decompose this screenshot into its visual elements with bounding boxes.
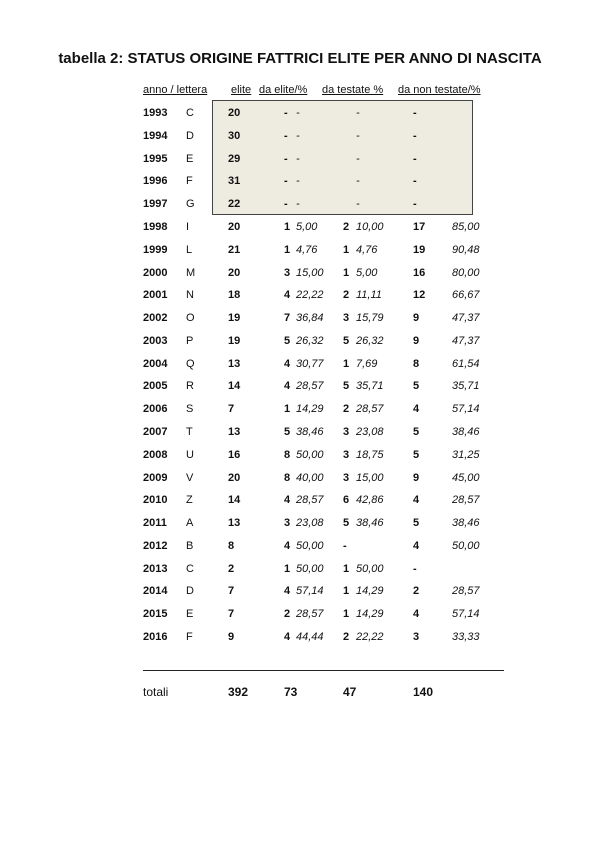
row-year: 1998	[143, 220, 168, 233]
row-da-elite-percent: 40,00	[296, 471, 324, 484]
totals-da-testate: 47	[343, 685, 357, 699]
row-da-testate-percent: 15,00	[356, 471, 384, 484]
row-year: 2003	[143, 334, 168, 347]
row-da-elite-count: 1	[284, 220, 291, 233]
row-letter: C	[186, 107, 194, 119]
row-da-testate-count: -	[343, 539, 347, 552]
row-letter: Q	[186, 357, 195, 370]
row-year: 1997	[143, 198, 168, 211]
row-da-elite-percent: 36,84	[296, 312, 324, 324]
row-da-elite-count: 1	[284, 562, 291, 575]
row-da-non-testate-percent: 50,00	[452, 539, 480, 552]
row-da-testate-count: 1	[343, 608, 350, 621]
row-da-testate-percent: 10,00	[356, 220, 384, 233]
row-da-non-testate-percent: 90,48	[452, 243, 480, 256]
row-da-testate-percent: 22,22	[356, 630, 384, 643]
row-da-elite-percent: -	[296, 152, 300, 165]
row-da-testate-count: 3	[343, 471, 350, 484]
row-da-non-testate-percent: 33,33	[452, 630, 480, 643]
row-da-testate-percent: 18,75	[356, 448, 384, 461]
row-elite: 30	[228, 129, 241, 142]
row-da-non-testate-count: 3	[413, 630, 420, 643]
row-da-non-testate-percent: 35,71	[452, 380, 480, 393]
row-da-testate-percent: 14,29	[356, 608, 384, 621]
row-elite: 2	[228, 562, 235, 575]
row-da-non-testate-percent: 38,46	[452, 517, 480, 529]
header-da-testate: da testate %	[322, 84, 384, 96]
row-year: 2002	[143, 312, 168, 324]
row-da-elite-count: 3	[284, 517, 291, 529]
row-year: 2011	[143, 517, 167, 529]
row-letter: P	[186, 334, 194, 347]
row-elite: 7	[228, 403, 235, 416]
row-elite: 20	[228, 107, 241, 119]
row-letter: D	[186, 129, 194, 142]
row-year: 2016	[143, 630, 168, 643]
row-da-non-testate-percent: 57,14	[452, 403, 480, 416]
row-year: 2015	[143, 608, 168, 621]
row-da-non-testate-count: 19	[413, 243, 426, 256]
row-year: 2014	[143, 585, 168, 598]
row-da-elite-percent: 15,00	[296, 266, 324, 279]
row-elite: 13	[228, 517, 241, 529]
row-elite: 16	[228, 448, 241, 461]
row-da-testate-count: 3	[343, 312, 350, 324]
row-letter: U	[186, 448, 194, 461]
row-da-non-testate-count: 5	[413, 380, 420, 393]
row-da-elite-count: -	[284, 175, 288, 188]
row-letter: E	[186, 608, 194, 621]
table-row	[0, 472, 600, 486]
row-da-testate-count: 2	[343, 220, 350, 233]
row-da-testate-count: 2	[343, 289, 350, 302]
row-da-non-testate-percent: 61,54	[452, 357, 480, 370]
row-elite: 7	[228, 608, 235, 621]
row-da-elite-count: 4	[284, 289, 291, 302]
row-elite: 7	[228, 585, 235, 598]
row-da-elite-percent: 5,00	[296, 220, 318, 233]
row-elite: 29	[228, 152, 241, 165]
row-da-testate-percent: 11,11	[356, 289, 382, 302]
title-main: STATUS ORIGINE FATTRICI ELITE PER ANNO DI NASCITA	[127, 50, 542, 67]
row-da-elite-count: 4	[284, 585, 291, 598]
row-da-elite-percent: 57,14	[296, 585, 324, 598]
row-da-testate-percent: 15,79	[356, 312, 384, 324]
row-da-elite-count: 5	[284, 425, 291, 438]
row-letter: N	[186, 289, 194, 302]
row-letter: O	[186, 312, 195, 324]
row-da-testate-percent: -	[356, 107, 360, 119]
row-da-elite-percent: 50,00	[296, 539, 324, 552]
row-da-testate-count: 2	[343, 630, 350, 643]
row-da-testate-percent: -	[356, 152, 360, 165]
row-letter: S	[186, 403, 194, 416]
row-da-testate-count: 3	[343, 448, 350, 461]
row-da-non-testate-count: -	[413, 175, 417, 188]
row-da-elite-percent: 14,29	[296, 403, 324, 416]
row-da-elite-percent: -	[296, 129, 300, 142]
table-row	[0, 130, 600, 144]
row-da-non-testate-count: -	[413, 198, 417, 211]
row-da-testate-count: 1	[343, 585, 350, 598]
row-year: 2004	[143, 357, 168, 370]
row-da-non-testate-count: 4	[413, 608, 420, 621]
row-da-elite-count: 5	[284, 334, 291, 347]
totals-divider	[143, 670, 504, 671]
row-da-elite-percent: 22,22	[296, 289, 324, 302]
table-row	[0, 358, 600, 372]
row-da-testate-percent: 14,29	[356, 585, 384, 598]
totals-elite: 392	[228, 685, 249, 699]
table-row	[0, 335, 600, 349]
row-da-elite-count: 8	[284, 448, 291, 461]
row-elite: 18	[228, 289, 241, 302]
row-da-testate-percent: 4,76	[356, 243, 378, 256]
row-da-elite-percent: -	[296, 175, 300, 188]
row-elite: 31	[228, 175, 241, 188]
row-year: 2006	[143, 403, 168, 416]
row-da-non-testate-count: 9	[413, 334, 420, 347]
row-da-elite-count: 4	[284, 357, 291, 370]
totals-label: totali	[143, 685, 169, 699]
table-row	[0, 631, 600, 645]
row-letter: V	[186, 471, 194, 484]
row-da-non-testate-count: 5	[413, 425, 420, 438]
row-da-testate-count: 1	[343, 266, 350, 279]
row-da-non-testate-percent: 66,67	[452, 289, 480, 302]
row-year: 1999	[143, 243, 168, 256]
row-letter: I	[186, 220, 190, 233]
row-da-testate-count: 5	[343, 380, 350, 393]
row-da-testate-percent: 42,86	[356, 494, 384, 507]
table-row	[0, 563, 600, 577]
row-da-elite-percent: -	[296, 198, 300, 211]
row-letter: L	[186, 243, 193, 256]
row-letter: F	[186, 630, 193, 643]
row-elite: 20	[228, 220, 241, 233]
row-da-elite-percent: 28,57	[296, 608, 324, 621]
row-da-non-testate-percent: 57,14	[452, 608, 480, 621]
table-row	[0, 449, 600, 463]
row-da-elite-percent: 23,08	[296, 517, 324, 529]
row-da-non-testate-count: 4	[413, 494, 420, 507]
row-da-elite-count: 8	[284, 471, 291, 484]
row-da-non-testate-count: 9	[413, 471, 420, 484]
row-letter: M	[186, 266, 196, 279]
row-da-testate-percent: 7,69	[356, 357, 378, 370]
row-da-elite-percent: 28,57	[296, 494, 324, 507]
row-da-non-testate-percent: 38,46	[452, 425, 480, 438]
row-da-non-testate-count: 9	[413, 312, 420, 324]
row-da-elite-count: -	[284, 152, 288, 165]
row-da-testate-percent: 23,08	[356, 425, 384, 438]
row-da-testate-percent: 28,57	[356, 403, 384, 416]
row-year: 1995	[143, 152, 168, 165]
row-da-non-testate-count: -	[413, 107, 417, 119]
row-da-elite-count: 7	[284, 312, 291, 324]
row-da-elite-count: 1	[284, 403, 291, 416]
row-da-testate-count: 5	[343, 334, 350, 347]
table-row	[0, 267, 600, 281]
row-da-non-testate-count: -	[413, 562, 417, 575]
row-da-elite-percent: 26,32	[296, 334, 324, 347]
row-year: 2008	[143, 448, 168, 461]
row-da-non-testate-count: 17	[413, 220, 426, 233]
row-elite: 20	[228, 471, 241, 484]
row-letter: A	[186, 517, 194, 529]
row-da-testate-count: 2	[343, 403, 350, 416]
table-row	[0, 608, 600, 622]
row-da-elite-count: -	[284, 198, 288, 211]
table-row	[0, 426, 600, 440]
row-elite: 9	[228, 630, 235, 643]
row-elite: 14	[228, 494, 241, 507]
row-year: 1994	[143, 129, 168, 142]
totals-da-non-testate: 140	[413, 685, 434, 699]
row-da-testate-percent: 38,46	[356, 517, 384, 529]
row-year: 2013	[143, 562, 168, 575]
table-row	[0, 107, 600, 121]
row-da-non-testate-count: 2	[413, 585, 420, 598]
row-da-non-testate-count: 8	[413, 357, 420, 370]
table-row	[0, 380, 600, 394]
header-anno-lettera: anno / lettera	[143, 84, 208, 96]
row-da-testate-count: 5	[343, 517, 350, 529]
row-da-non-testate-count: 12	[413, 289, 426, 302]
row-da-testate-percent: 5,00	[356, 266, 378, 279]
table-row	[0, 289, 600, 303]
row-elite: 20	[228, 266, 241, 279]
row-letter: G	[186, 198, 195, 211]
row-da-elite-count: 3	[284, 266, 291, 279]
row-da-elite-percent: 30,77	[296, 357, 324, 370]
row-elite: 19	[228, 312, 241, 324]
row-da-non-testate-count: 4	[413, 539, 420, 552]
row-da-non-testate-percent: 28,57	[452, 494, 480, 507]
row-year: 2005	[143, 380, 168, 393]
row-da-elite-percent: 50,00	[296, 448, 324, 461]
row-elite: 8	[228, 539, 235, 552]
header-elite: elite	[231, 84, 252, 96]
row-da-testate-percent: 26,32	[356, 334, 384, 347]
table-row	[0, 198, 600, 212]
row-da-testate-percent: 35,71	[356, 380, 384, 393]
row-da-testate-percent: -	[356, 129, 360, 142]
table-row	[0, 585, 600, 599]
row-letter: Z	[186, 494, 193, 507]
row-da-non-testate-count: 5	[413, 517, 420, 529]
row-elite: 21	[228, 243, 241, 256]
table-row	[0, 540, 600, 554]
row-da-elite-percent: 28,57	[296, 380, 324, 393]
row-letter: T	[186, 425, 193, 438]
row-da-non-testate-percent: 85,00	[452, 220, 480, 233]
row-da-elite-count: 4	[284, 380, 291, 393]
row-year: 2001	[143, 289, 168, 302]
header-da-elite: da elite/%	[259, 84, 308, 96]
table-row	[0, 403, 600, 417]
title-prefix: tabella 2:	[58, 50, 124, 67]
row-da-elite-count: 4	[284, 630, 291, 643]
row-elite: 14	[228, 380, 241, 393]
row-letter: D	[186, 585, 194, 598]
row-da-elite-count: -	[284, 129, 288, 142]
row-da-testate-count: 1	[343, 562, 350, 575]
row-da-testate-count: 3	[343, 425, 350, 438]
row-letter: F	[186, 175, 193, 188]
table-row	[0, 244, 600, 258]
row-da-testate-count: 1	[343, 357, 350, 370]
row-da-elite-percent: -	[296, 107, 300, 119]
row-letter: B	[186, 539, 194, 552]
row-da-non-testate-count: -	[413, 129, 417, 142]
row-year: 2007	[143, 425, 168, 438]
row-da-testate-percent: -	[356, 198, 360, 211]
row-da-elite-percent: 4,76	[296, 243, 318, 256]
row-da-non-testate-count: -	[413, 152, 417, 165]
row-da-non-testate-percent: 47,37	[452, 312, 480, 324]
row-da-testate-percent: 50,00	[356, 562, 384, 575]
table-row	[0, 153, 600, 167]
row-elite: 13	[228, 425, 241, 438]
row-year: 2012	[143, 539, 168, 552]
row-letter: E	[186, 152, 194, 165]
row-da-non-testate-count: 4	[413, 403, 420, 416]
row-da-non-testate-count: 16	[413, 266, 426, 279]
table-row	[0, 312, 600, 326]
row-da-elite-count: -	[284, 107, 288, 119]
row-year: 1993	[143, 107, 168, 119]
row-da-elite-count: 2	[284, 608, 291, 621]
row-da-elite-percent: 50,00	[296, 562, 324, 575]
row-da-testate-count: 1	[343, 243, 350, 256]
row-da-non-testate-count: 5	[413, 448, 420, 461]
row-year: 2010	[143, 494, 168, 507]
row-da-elite-count: 1	[284, 243, 291, 256]
row-da-non-testate-percent: 80,00	[452, 266, 480, 279]
row-da-elite-count: 4	[284, 494, 291, 507]
table-row	[0, 175, 600, 189]
row-da-non-testate-percent: 45,00	[452, 471, 480, 484]
row-letter: R	[186, 380, 194, 393]
row-year: 1996	[143, 175, 168, 188]
row-letter: C	[186, 562, 194, 575]
row-da-elite-percent: 44,44	[296, 630, 324, 643]
row-da-elite-percent: 38,46	[296, 425, 324, 438]
row-elite: 19	[228, 334, 241, 347]
row-da-elite-count: 4	[284, 539, 291, 552]
row-da-testate-count: 6	[343, 494, 350, 507]
row-year: 2009	[143, 471, 168, 484]
row-elite: 22	[228, 198, 241, 211]
row-year: 2000	[143, 266, 168, 279]
row-elite: 13	[228, 357, 241, 370]
row-da-non-testate-percent: 31,25	[452, 448, 480, 461]
row-da-non-testate-percent: 28,57	[452, 585, 480, 598]
page-title	[0, 50, 600, 67]
header-da-non-testate: da non testate/%	[398, 84, 481, 96]
row-da-non-testate-percent: 47,37	[452, 334, 480, 347]
totals-da-elite: 73	[284, 685, 298, 699]
row-da-testate-percent: -	[356, 175, 360, 188]
table-row	[0, 494, 600, 508]
table-row	[0, 221, 600, 235]
table-row	[0, 517, 600, 531]
